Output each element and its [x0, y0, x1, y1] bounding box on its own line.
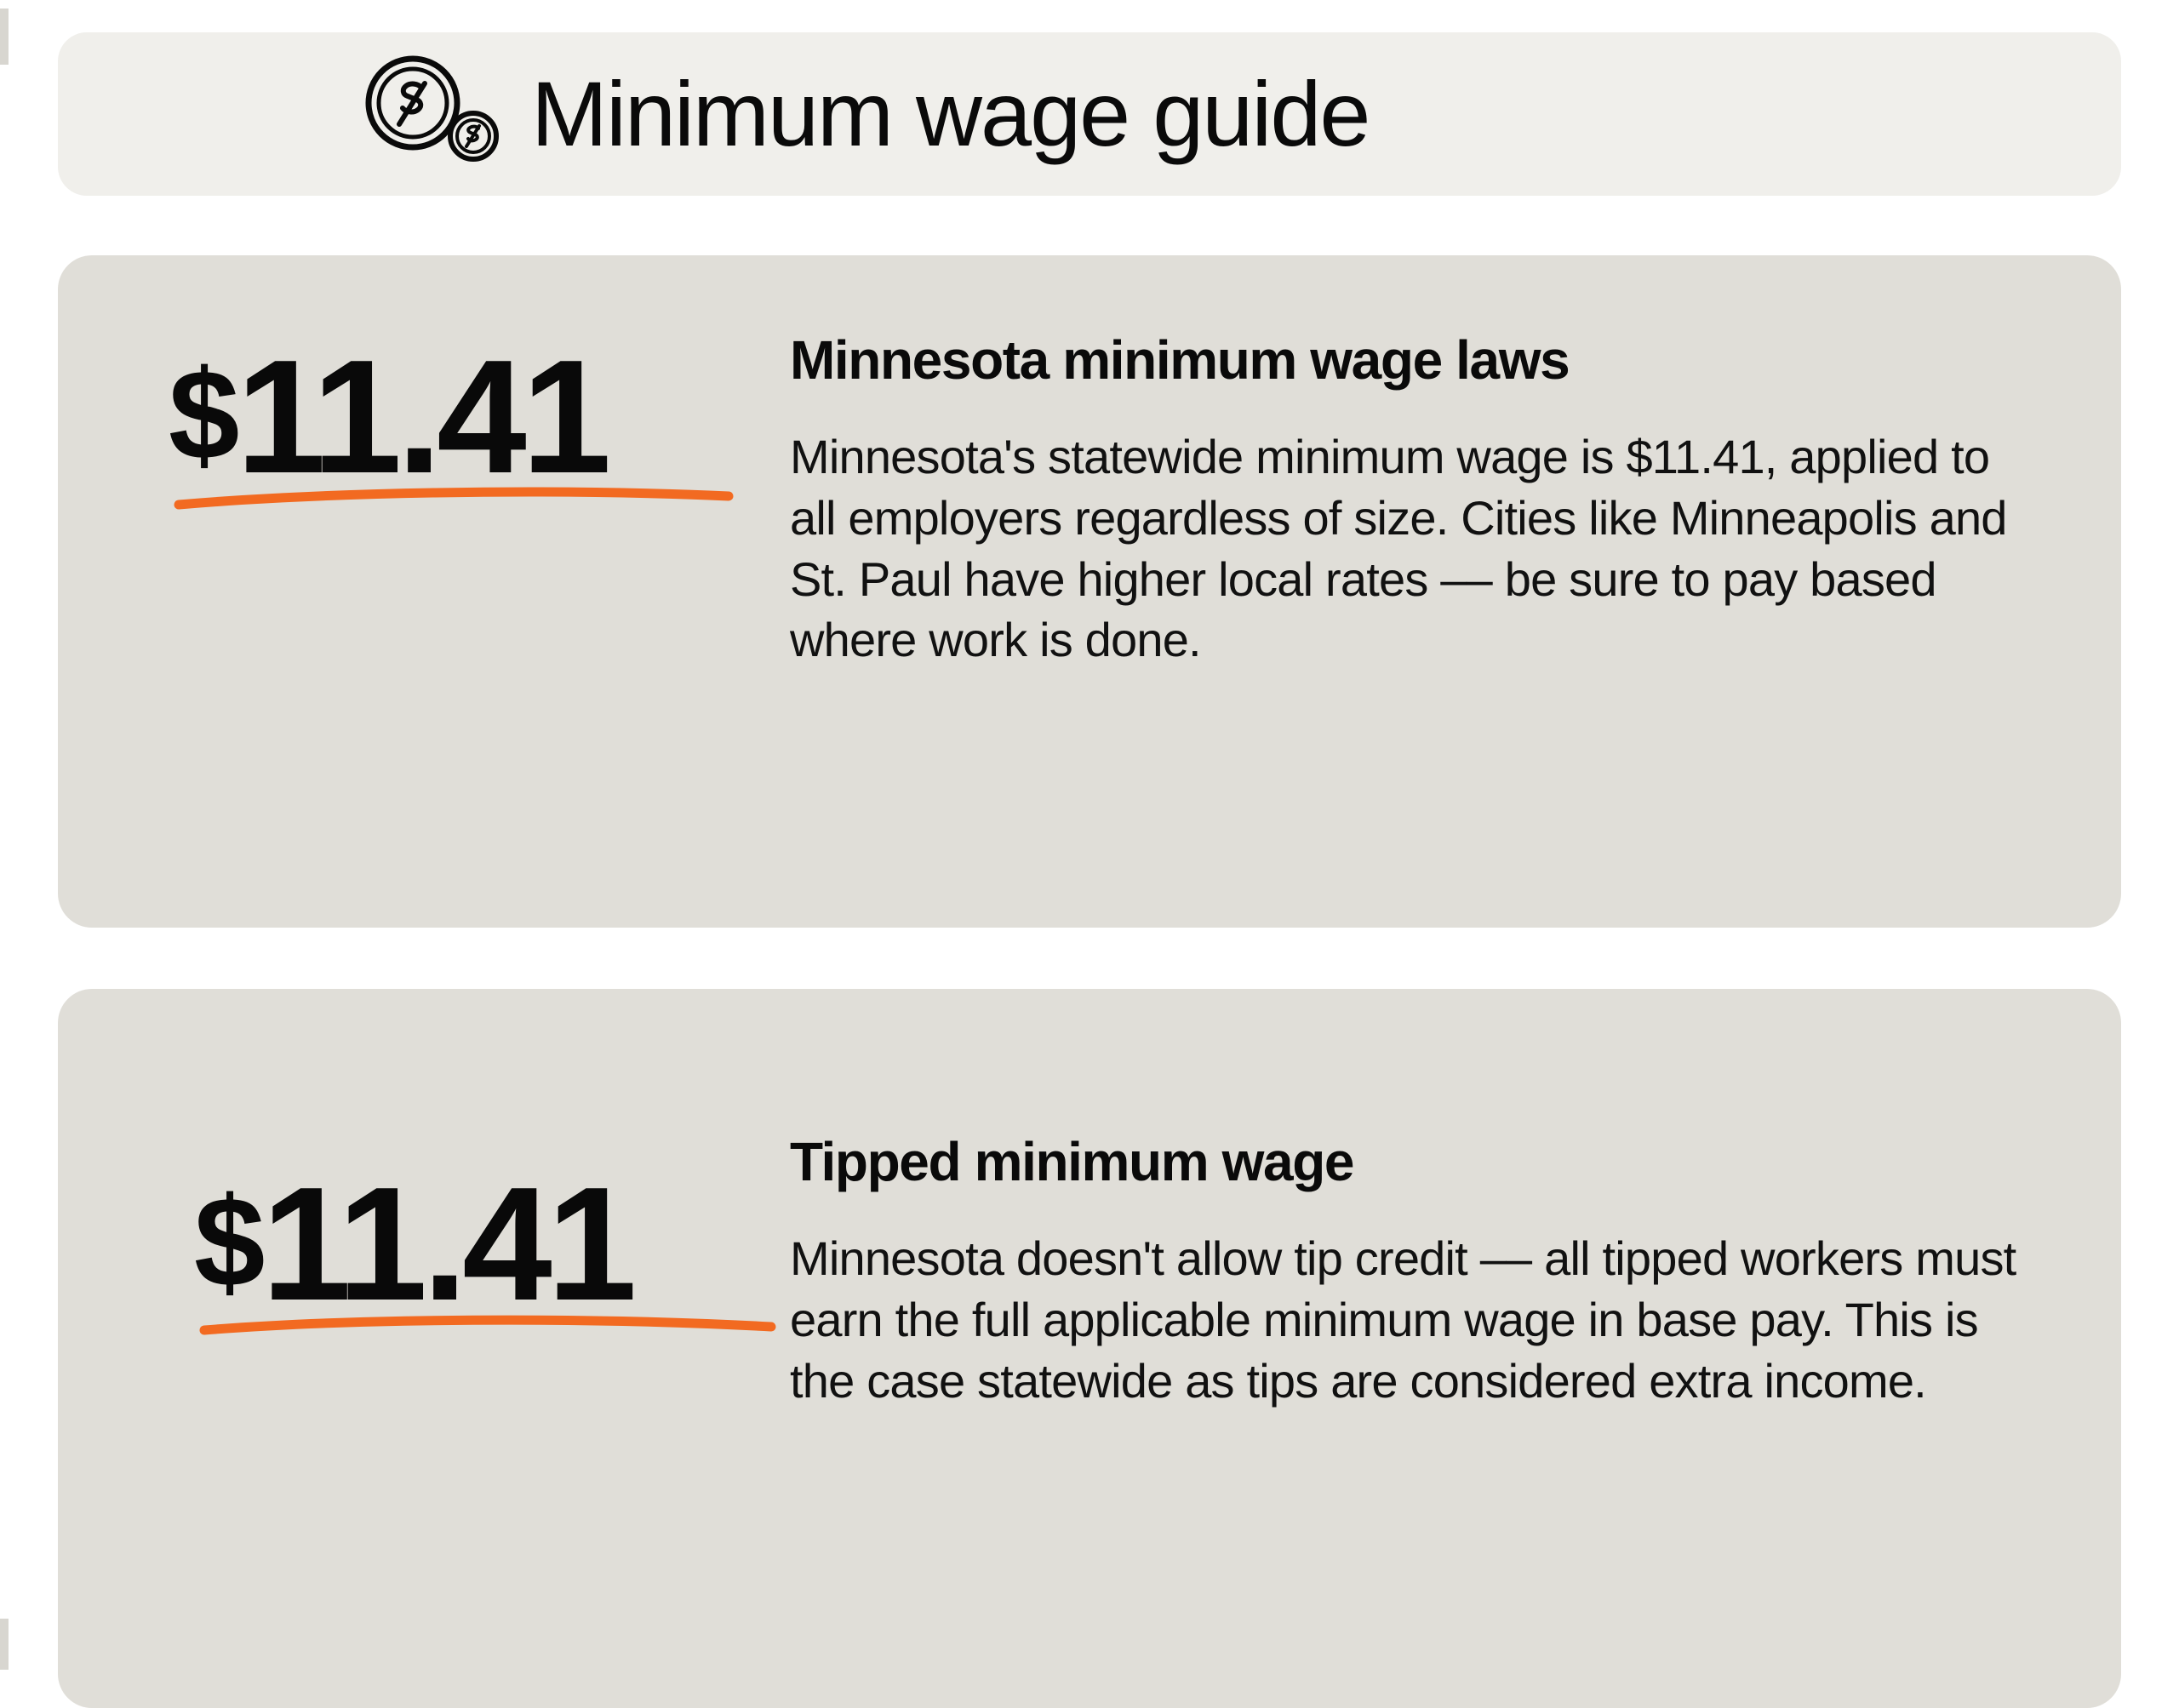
amount-column: [117, 1040, 790, 1657]
page-edge-mark-bottom: [0, 1619, 9, 1670]
text-column: [790, 1040, 2062, 1657]
currency-symbol: $: [169, 343, 237, 486]
amount-value: [194, 1154, 790, 1334]
coins-dollar-icon: [347, 54, 518, 174]
card-heading: Tipped minimum wage: [790, 1131, 1354, 1192]
page-title: Minimum wage guide: [531, 62, 1370, 165]
card-heading: Minnesota minimum wage laws: [790, 329, 1570, 391]
amount-value: [169, 327, 790, 507]
page-edge-mark-top: [0, 9, 9, 65]
card-body: Minnesota doesn't allow tip credit –– all tipped workers must earn the full applicable minimum wage in base pay. This is the case statewide as tips are considered extra income.: [790, 1231, 2016, 1408]
amount-column: [117, 306, 790, 877]
wage-card-tipped-minimum: [58, 989, 2121, 1708]
header-card: [58, 32, 2121, 196]
amount-number: 11.41: [236, 327, 607, 507]
wage-card-state-minimum: [58, 255, 2121, 928]
text-column: [790, 306, 2062, 877]
currency-symbol: $: [194, 1170, 262, 1313]
amount-number: 11.41: [261, 1154, 632, 1334]
card-body: Minnesota's statewide minimum wage is $11.41, applied to all employers regardless of size. Cities like Minneapolis and St. Paul have higher local rates –– be sure to pay based where work is done.: [790, 430, 2007, 667]
